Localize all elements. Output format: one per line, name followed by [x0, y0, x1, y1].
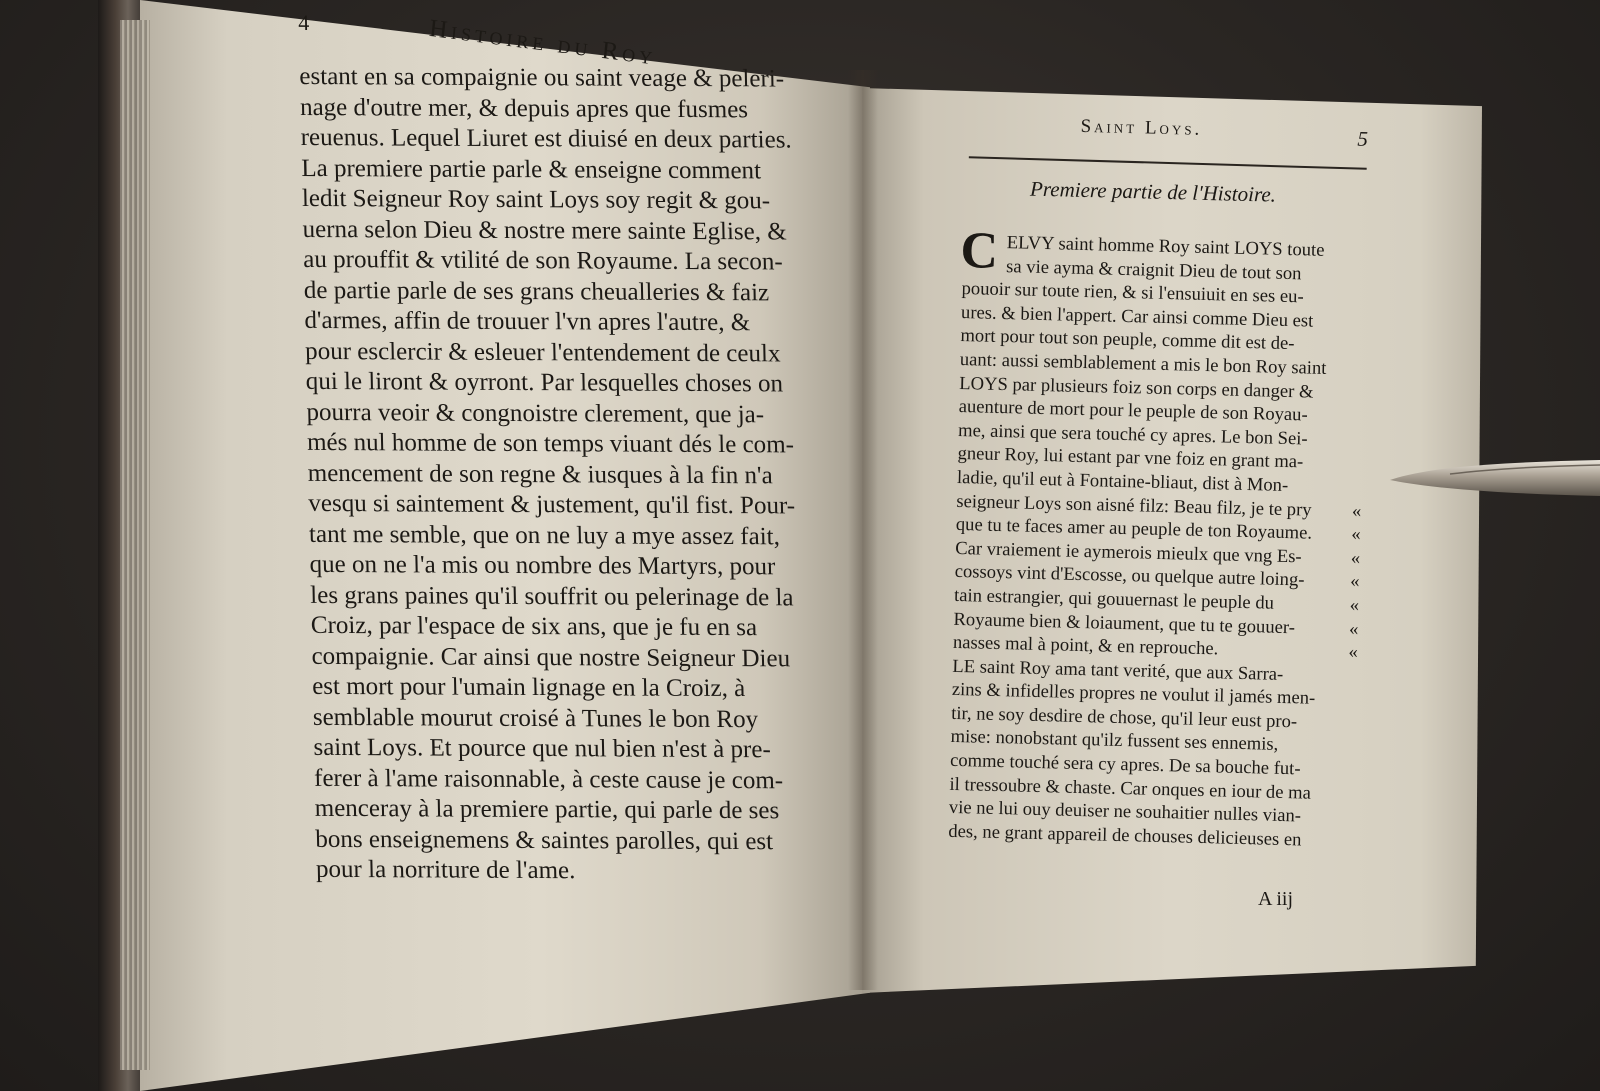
- line-text: des, ne grant appareil de chouses delicieuses en: [948, 820, 1302, 851]
- quote-mark: «: [1350, 570, 1360, 593]
- left-text-line: saint Loys. Et pource que nul bien n'est à pre-: [313, 733, 772, 764]
- left-running-head: Histoire du Roy: [427, 14, 658, 71]
- quote-mark: [1341, 735, 1356, 759]
- line-text: gneur Roy, lui estant par vne foiz en grant ma-: [957, 443, 1304, 473]
- quote-mark: [1353, 263, 1368, 287]
- quote-mark: [1341, 758, 1356, 782]
- right-page-number: 5: [1357, 126, 1369, 151]
- left-text-line: mencement de son regne & iusques à la fin n'a: [307, 459, 773, 489]
- left-text-line: pour la norriture de l'ame.: [315, 855, 576, 885]
- left-text-line: ferer à l'ame raisonnable, à ceste cause je com-: [313, 764, 784, 794]
- line-text: LOYS par plusieurs foiz son corps en danger &: [959, 372, 1314, 403]
- page-edges: [120, 20, 150, 1070]
- quote-mark: [1351, 334, 1366, 358]
- quote-mark: [1349, 405, 1364, 429]
- quote-mark: [1349, 428, 1364, 452]
- left-text-line: compaignie. Car ainsi que nostre Seigneur Dieu: [311, 642, 791, 672]
- line-text: pouoir sur toute rien, & si l'ensuiuit en ses eu-: [961, 278, 1304, 308]
- left-text-block: [299, 62, 806, 888]
- line-text: ladie, qu'il eut à Fontaine-bliaut, dist à Mon-: [956, 466, 1289, 496]
- line-text: seigneur Loys son aisné filz: Beau filz, je te pry: [956, 490, 1312, 521]
- line-text: cossoys vint d'Escosse, ou quelque autre loing-: [954, 561, 1305, 591]
- quote-mark: [1340, 806, 1355, 830]
- left-text-line: tant me semble, que on ne luy a mye assez fait,: [308, 520, 781, 550]
- line-text: mort pour tout son peuple, comme dit est de-: [960, 325, 1295, 355]
- line-text: auenture de mort pour le peuple de son Royau-: [958, 396, 1308, 426]
- left-text-line: bons enseignemens & saintes parolles, qui est: [315, 825, 774, 855]
- left-text-line: pourra veoir & congnoistre clerement, que ja-: [306, 398, 765, 428]
- quote-mark: [1353, 240, 1368, 264]
- quote-mark: «: [1350, 547, 1361, 569]
- quote-mark: [1343, 664, 1358, 688]
- left-text-line: que on ne l'a mis ou nombre des Martyrs, pour: [309, 550, 776, 581]
- line-text: LE saint Roy ama tant verité, que aux Sarra-: [952, 655, 1284, 685]
- quote-mark: [1339, 829, 1354, 853]
- line-text: uant: aussi semblablement a mis le bon Roy saint: [959, 348, 1327, 379]
- left-text-line: reuenus. Lequel Liuret est diuisé en deux parties.: [300, 123, 792, 154]
- line-text: que tu te faces amer au peuple de ton Royaume.: [955, 514, 1313, 544]
- line-text: sa vie ayma & craignit Dieu de tout son: [1005, 255, 1302, 284]
- left-page-number: 4: [298, 10, 310, 36]
- drop-capital: C: [959, 221, 999, 280]
- left-text-line: estant en sa compaignie ou saint veage & peleri-: [299, 62, 785, 93]
- left-text-line: les grans paines qu'il souffrit ou pelerinage de la: [309, 581, 794, 611]
- quote-mark: «: [1349, 594, 1360, 616]
- quote-mark: «: [1348, 618, 1359, 640]
- line-text: nasses mal à point, & en reprouche.: [952, 631, 1219, 660]
- left-text-line: més nul homme de son temps viuant dés le com-: [306, 428, 795, 459]
- line-text: vie ne lui ouy deuiser ne souhaitier nulles vian-: [948, 797, 1302, 827]
- left-text-line: pour esclercir & esleuer l'entendement de ceulx: [304, 337, 781, 367]
- quote-mark: [1340, 782, 1355, 806]
- quote-mark: «: [1351, 500, 1362, 522]
- quote-mark: [1348, 452, 1363, 476]
- left-text-line: uerna selon Dieu & nostre mere sainte Eglise, &: [302, 215, 787, 245]
- quote-mark: [1352, 310, 1367, 334]
- line-text: me, ainsi que sera touché cy apres. Le bon Sei-: [957, 419, 1308, 450]
- left-text-line: nage d'outre mer, & depuis apres que fusmes: [299, 93, 749, 123]
- quote-mark: [1350, 358, 1365, 382]
- right-text-block: [948, 230, 1368, 853]
- section-title: Premiere partie de l'Histoire.: [1029, 176, 1277, 207]
- right-running-head: Saint Loys.: [1080, 115, 1203, 140]
- left-text-line: est mort pour l'umain lignage en la Croiz, à: [311, 672, 746, 703]
- quote-mark: [1342, 711, 1357, 735]
- line-text: Royaume bien & loiaument, que tu te gouuer-: [953, 608, 1296, 638]
- knife-blade-icon: [1390, 456, 1600, 502]
- left-text-line: qui le liront & oyrront. Par lesquelles choses on: [305, 367, 784, 398]
- left-text-line: semblable mourut croisé à Tunes le bon Roy: [312, 703, 759, 733]
- line-text: ures. & bien l'appert. Car ainsi comme Dieu est: [960, 301, 1314, 332]
- book-gutter: [848, 70, 878, 990]
- left-text-line: Croiz, par l'espace de six ans, que je fu en sa: [310, 611, 758, 642]
- signature-mark: A iij: [1258, 888, 1294, 910]
- quote-mark: [1352, 287, 1367, 311]
- line-text: tain estrangier, qui gouuernast le peuple du: [953, 584, 1275, 614]
- left-text-line: au prouffit & vtilité de son Royaume. La secon-: [302, 245, 783, 276]
- left-text-line: de partie parle de ses grans cheualleries & faiz: [303, 276, 770, 306]
- quote-mark: [1348, 475, 1363, 499]
- line-text: zins & infidelles propres ne voulut il jamés men-: [951, 679, 1316, 710]
- left-text-line: ledit Seigneur Roy saint Loys soy regit & gou-: [301, 184, 771, 215]
- line-text: Car vraiement ie aymerois mieulx que vng Es-: [955, 537, 1302, 568]
- left-text-line: d'armes, affin de trouuer l'vn apres l'autre, &: [304, 306, 751, 337]
- quote-mark: [1342, 688, 1357, 712]
- line-text: comme touché sera cy apres. De sa bouche fut-: [949, 749, 1301, 780]
- quote-mark: «: [1348, 641, 1359, 663]
- line-text: mise: nonobstant qu'ilz fussent ses ennemis,: [950, 726, 1279, 756]
- line-text: ELVY saint homme Roy saint LOYS toute: [1006, 232, 1325, 261]
- left-text-line: menceray à la premiere partie, qui parle de ses: [314, 794, 780, 825]
- quote-mark: «: [1351, 523, 1361, 545]
- quote-mark: [1350, 381, 1365, 405]
- left-text-line: La premiere partie parle & enseigne comment: [301, 154, 762, 184]
- line-text: il tressoubre & chaste. Car onques en iour de ma: [949, 773, 1312, 804]
- line-text: tir, ne soy desdire de chose, qu'il leur eust pro-: [950, 702, 1298, 733]
- left-text-line: vesqu si saintement & justement, qu'il fist. Pour-: [308, 489, 796, 520]
